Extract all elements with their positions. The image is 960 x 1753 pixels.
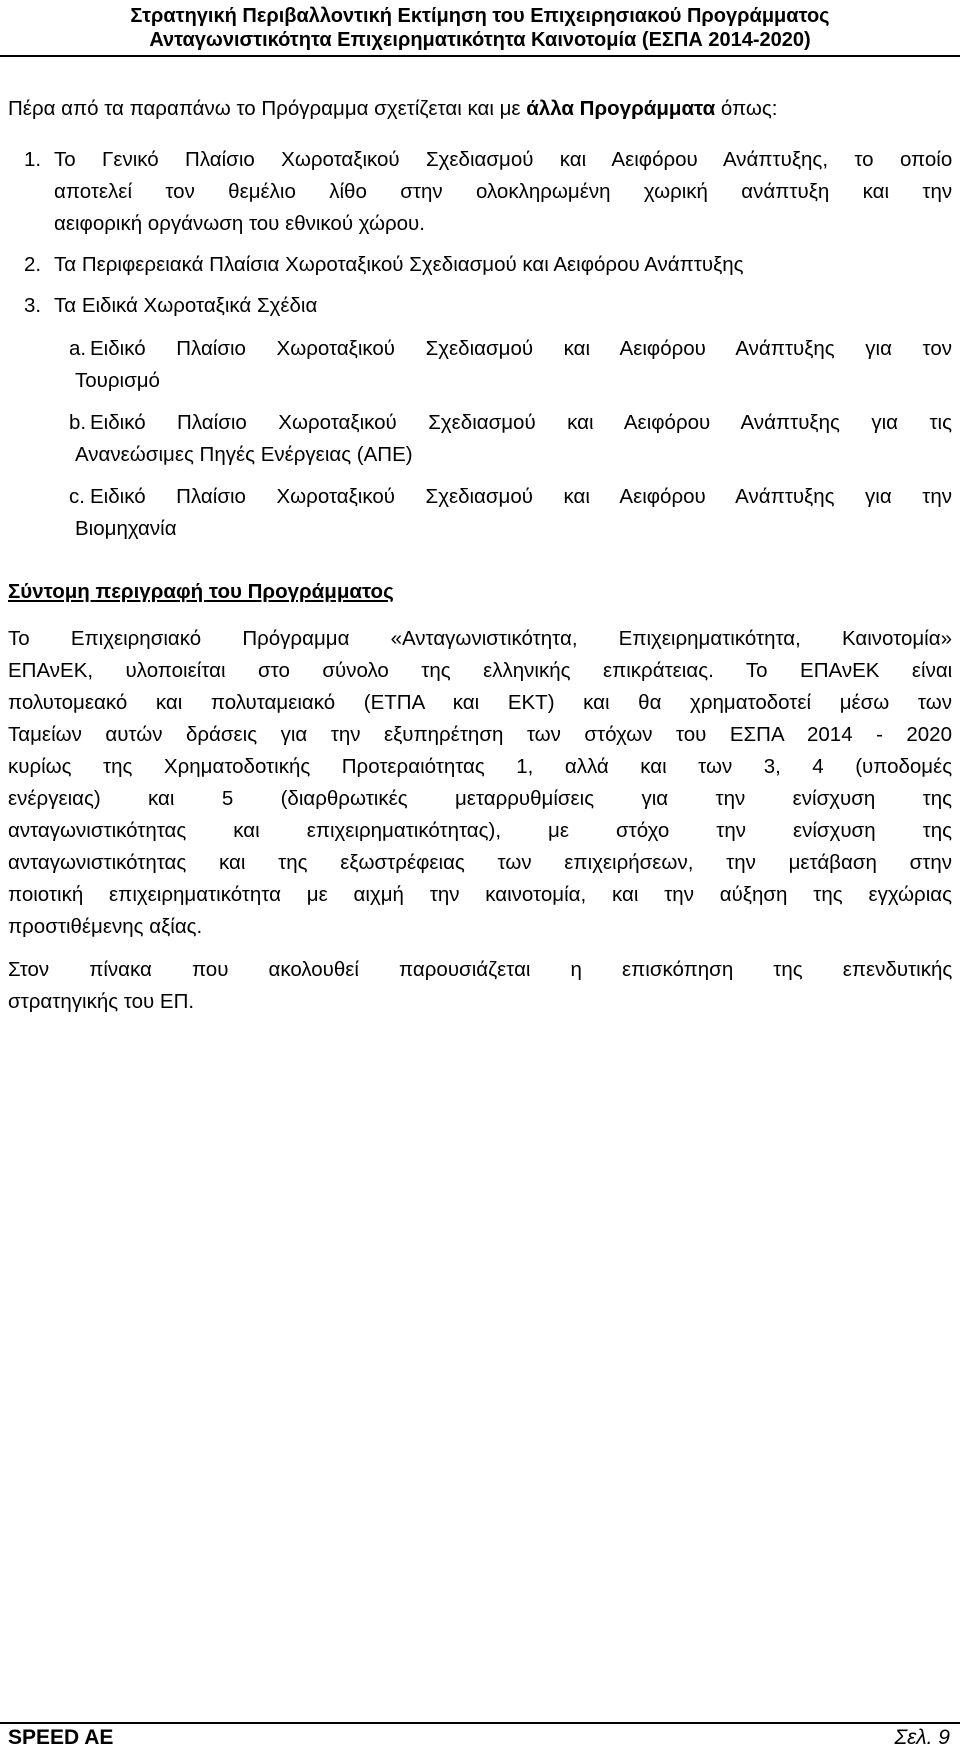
paragraph-1-line-8: ανταγωνιστικότητας και της εξωστρέφειας των επιχειρήσεων, την μετάβαση στην (8, 851, 952, 874)
paragraph-1-line-5: κυρίως της Χρηματοδοτικής Προτεραιότητας 1, αλλά και των 3, 4 (υποδομές (8, 755, 953, 778)
list-item-1-line-1: Το Γενικό Πλαίσιο Χωροταξικού Σχεδιασμού και Αειφόρου Ανάπτυξης, το οποίο (54, 148, 953, 171)
list-item-2: Τα Περιφερειακά Πλαίσια Χωροταξικού Σχεδιασμού και Αειφόρου Ανάπτυξης (54, 253, 744, 276)
intro-paragraph (8, 97, 777, 121)
footer-divider (0, 1722, 960, 1724)
sublist-label-a: a. (69, 337, 87, 360)
paragraph-1-line-2: ΕΠΑνΕΚ, υλοποιείται στο σύνολο της ελληνικής επικράτειας. Το ΕΠΑνΕΚ είναι (8, 659, 953, 682)
header-title-line-1: Στρατηγική Περιβαλλοντική Εκτίμηση του Επιχειρησιακού Προγράμματος (130, 5, 830, 27)
paragraph-1-line-6: ενέργειας) και 5 (διαρθρωτικές μεταρρυθμίσεις για την ενίσχυση της (8, 787, 952, 810)
list-item-1-line-3: αειφορική οργάνωση του εθνικού χώρου. (54, 212, 425, 235)
list-number-2: 2. (24, 253, 42, 276)
paragraph-1-line-4: Ταμείων αυτών δράσεις για την εξυπηρέτηση των στόχων του ΕΣΠΑ 2014 - 2020 (8, 723, 952, 746)
sublist-item-a-line-1: Ειδικό Πλαίσιο Χωροταξικού Σχεδιασμού και Αειφόρου Ανάπτυξης για τον (90, 337, 952, 360)
paragraph-2-line-2: στρατηγικής του ΕΠ. (8, 990, 195, 1013)
footer-company: SPEED AE (8, 1726, 114, 1749)
sublist-label-c: c. (69, 485, 85, 508)
page-number: Σελ. 9 (894, 1726, 950, 1749)
header-divider (0, 55, 960, 57)
sublist-item-c-line-1: Ειδικό Πλαίσιο Χωροταξικού Σχεδιασμού και Αειφόρου Ανάπτυξης για την (90, 485, 953, 508)
paragraph-1-line-3: πολυτομεακό και πολυταμειακό (ΕΤΠΑ και ΕΚΤ) και θα χρηματοδοτεί μέσω των (8, 691, 952, 714)
list-number-3: 3. (24, 294, 42, 317)
intro-suffix: όπως: (715, 97, 778, 120)
paragraph-1-line-7: ανταγωνιστικότητας και επιχειρηματικότητας), με στόχο την ενίσχυση της (8, 819, 952, 842)
intro-bold-text: άλλα Προγράμματα (526, 97, 716, 120)
intro-text: Πέρα από τα παραπάνω το Πρόγραμμα σχετίζεται και με (8, 97, 527, 120)
list-item-1-line-2: αποτελεί τον θεμέλιο λίθο στην ολοκληρωμένη χωρική ανάπτυξη και την (54, 180, 953, 203)
list-item-3: Τα Ειδικά Χωροταξικά Σχέδια (54, 294, 318, 317)
header-title-line-2: Ανταγωνιστικότητα Επιχειρηματικότητα Καινοτομία (ΕΣΠΑ 2014-2020) (149, 29, 811, 51)
paragraph-1-line-1: Το Επιχειρησιακό Πρόγραμμα «Ανταγωνιστικότητα, Επιχειρηματικότητα, Καινοτομία» (8, 627, 952, 650)
list-number-1: 1. (24, 148, 42, 171)
document-header (0, 0, 960, 52)
section-heading: Σύντομη περιγραφή του Προγράμματος (8, 580, 394, 603)
sublist-item-a-line-2: Τουρισμό (75, 369, 160, 392)
sublist-item-b-line-2: Ανανεώσιμες Πηγές Ενέργειας (ΑΠΕ) (75, 443, 413, 466)
paragraph-2-line-1: Στον πίνακα που ακολουθεί παρουσιάζεται η επισκόπηση της επενδυτικής (8, 958, 953, 981)
sublist-label-b: b. (69, 411, 87, 434)
sublist-item-c-line-2: Βιομηχανία (75, 517, 177, 540)
sublist-item-b-line-1: Ειδικό Πλαίσιο Χωροταξικού Σχεδιασμού και Αειφόρου Ανάπτυξης για τις (90, 411, 952, 434)
paragraph-1-line-9: ποιοτική επιχειρηματικότητα με αιχμή την καινοτομία, και την αύξηση της εγχώριας (8, 883, 952, 906)
paragraph-1-line-10: προστιθέμενης αξίας. (8, 915, 203, 938)
